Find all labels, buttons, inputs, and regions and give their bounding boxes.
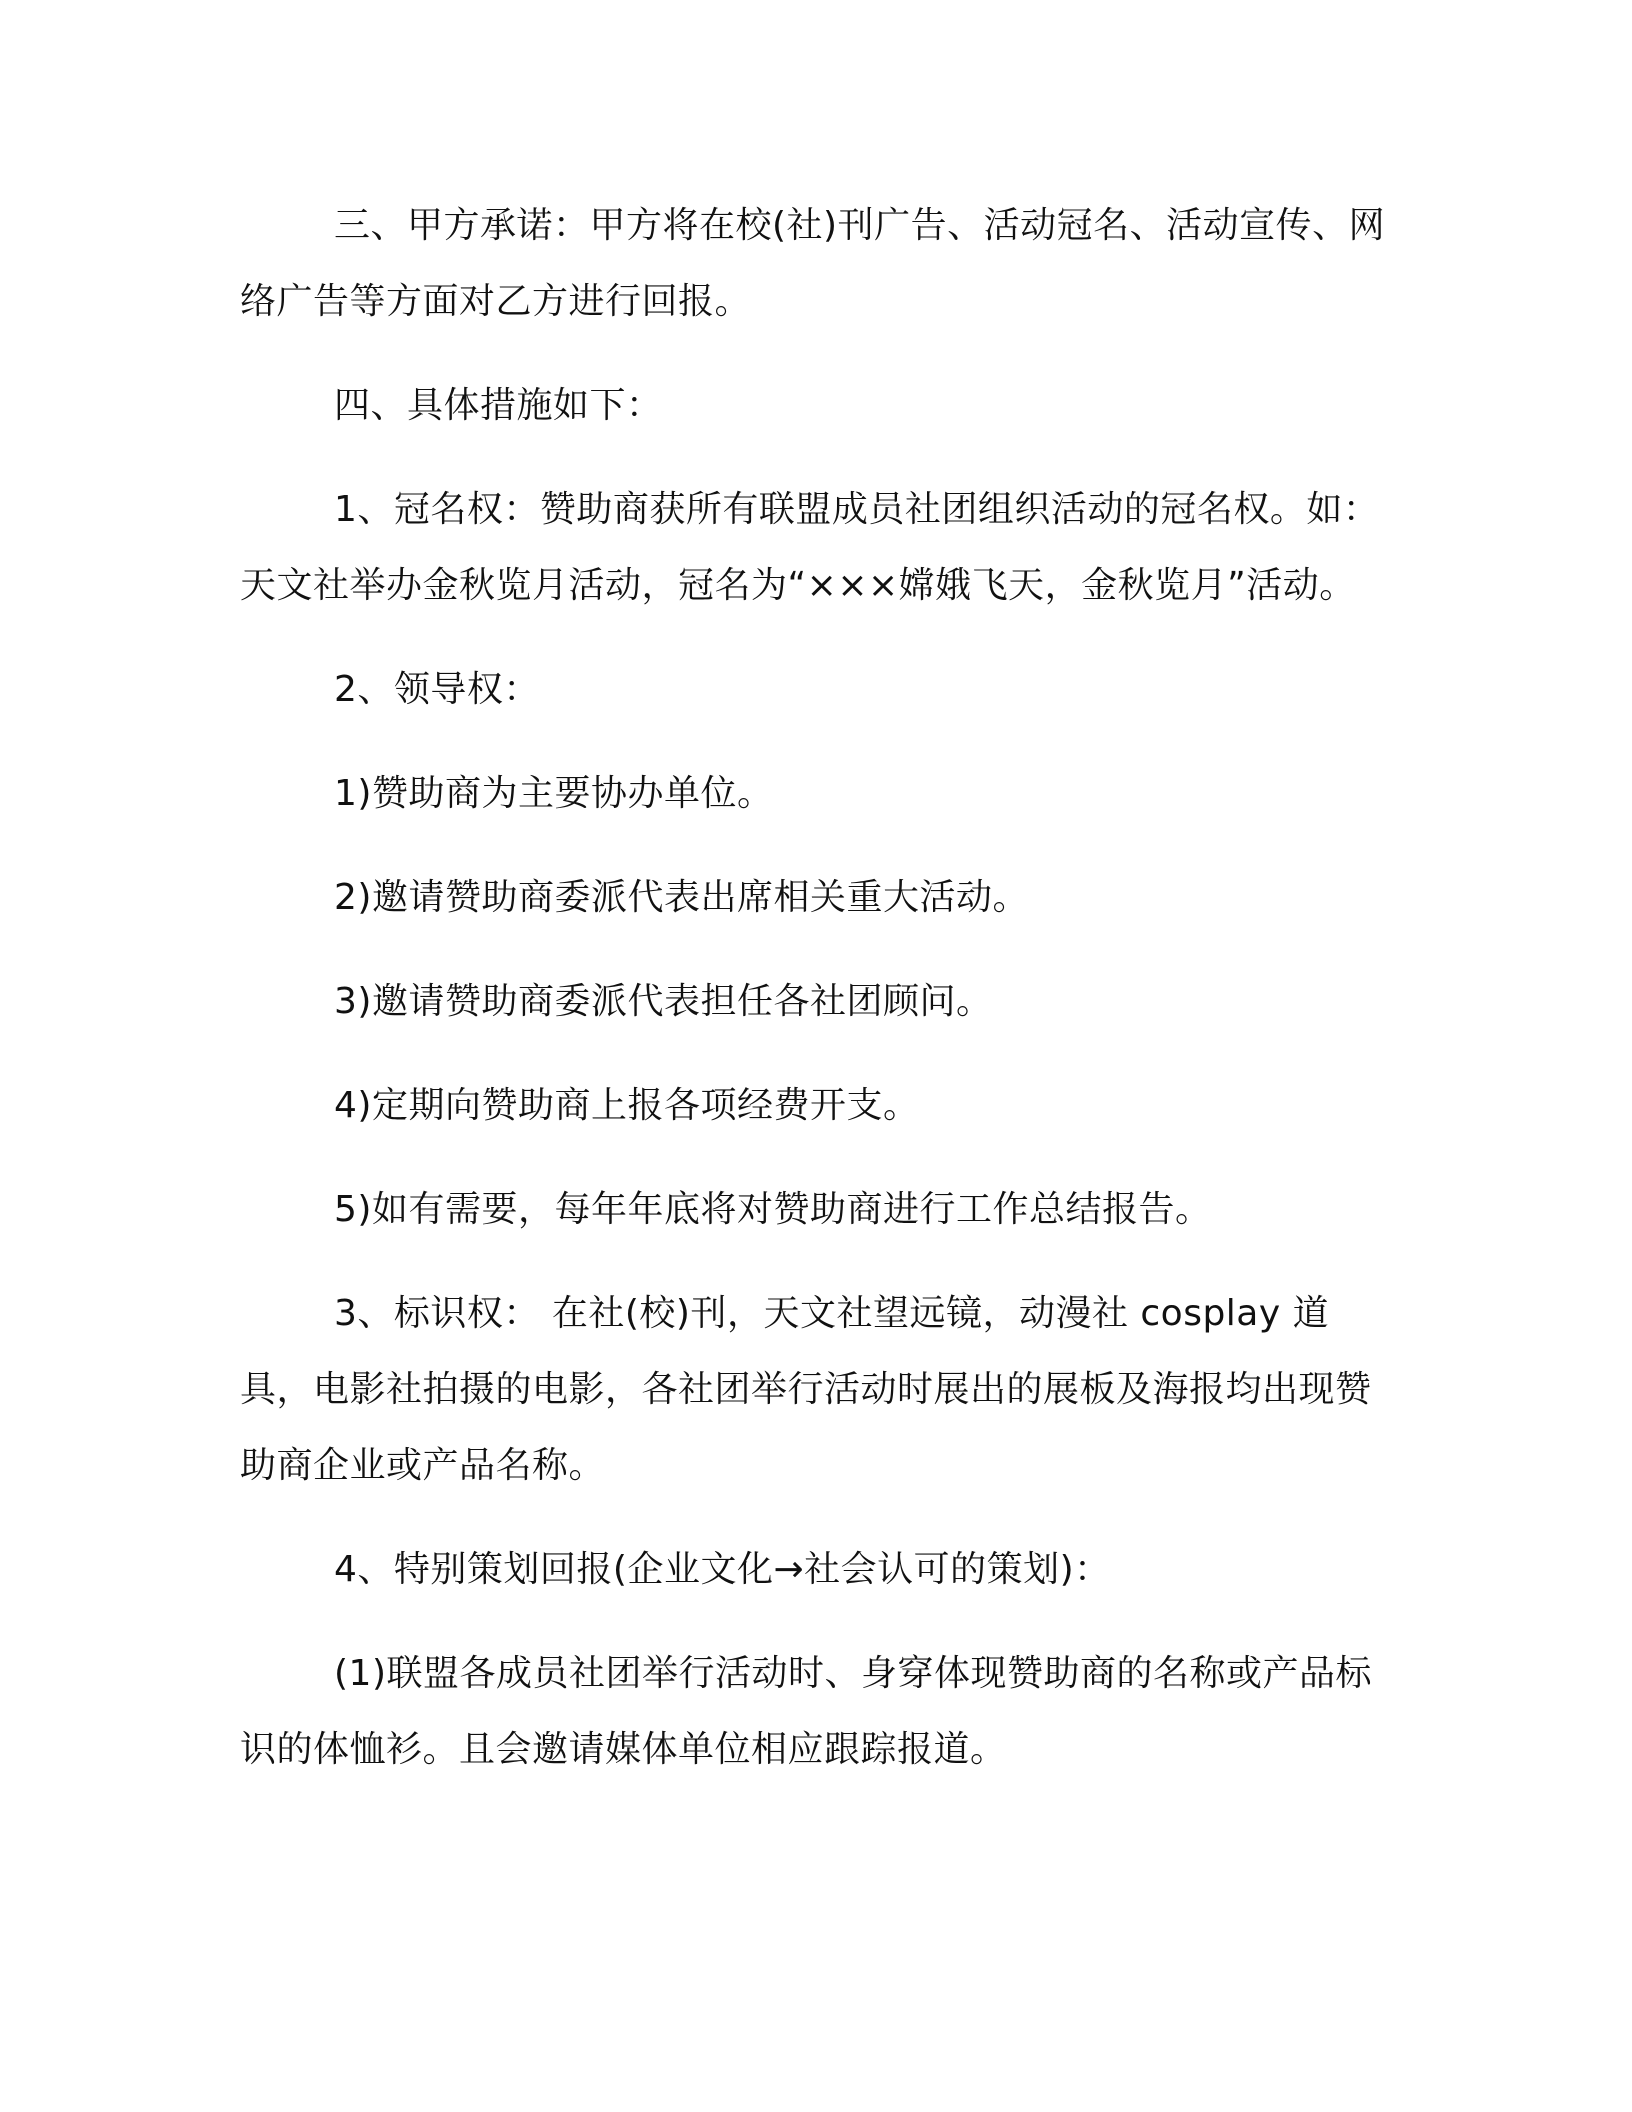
paragraph-naming-rights: 1、冠名权：赞助商获所有联盟成员社团组织活动的冠名权。如：天文社举办金秋览月活动，冠名为“×××嫦娥飞天，金秋览月”活动。 [240,489,1380,606]
paragraph-measures-heading: 四、具体措施如下： [334,385,663,426]
list-item-tshirts-media: (1)联盟各成员社团举行活动时、身穿体现赞助商的名称或产品标识的体恤衫。且会邀请媒体单位相应跟踪报道。 [240,1653,1372,1770]
document-body [240,188,1402,1816]
list-item-invite-advisors: 3)邀请赞助商委派代表担任各社团顾问。 [334,981,993,1022]
paragraph-leadership-rights: 2、领导权： [334,669,540,710]
list-item-expense-report: 4)定期向赞助商上报各项经费开支。 [334,1085,920,1126]
list-item-annual-summary: 5)如有需要，每年年底将对赞助商进行工作总结报告。 [334,1189,1212,1230]
list-item-co-organizer: 1)赞助商为主要协办单位。 [334,773,774,814]
paragraph-special-planning: 4、特别策划回报(企业文化→社会认可的策划)： [334,1549,1111,1590]
paragraph-party-a-commitment: 三、甲方承诺：甲方将在校(社)刊广告、活动冠名、活动宣传、网络广告等方面对乙方进行回报。 [240,205,1386,322]
paragraph-logo-rights: 3、标识权： 在社(校)刊，天文社望远镜，动漫社 cosplay 道具，电影社拍摄的电影，各社团举行活动时展出的展板及海报均出现赞助商企业或产品名称。 [240,1293,1372,1486]
list-item-invite-events: 2)邀请赞助商委派代表出席相关重大活动。 [334,877,1029,918]
